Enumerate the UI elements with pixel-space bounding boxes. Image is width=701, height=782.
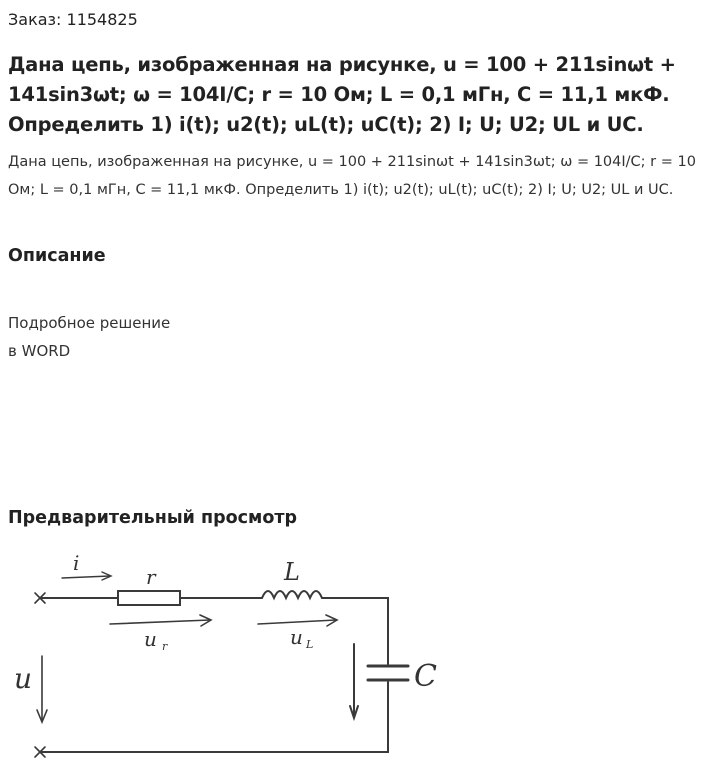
inductor-symbol — [262, 591, 322, 598]
resistor-voltage-subscript: r — [162, 640, 168, 653]
circuit-diagram — [0, 540, 701, 782]
inductor-voltage-label: u — [290, 625, 303, 649]
description-line: в WORD — [8, 342, 71, 360]
resistor-voltage-label: u — [144, 627, 157, 651]
current-label: i — [73, 551, 80, 575]
preview-heading: Предварительный просмотр — [8, 508, 298, 528]
circuit-preview-image — [0, 540, 701, 782]
resistor-symbol — [118, 591, 180, 605]
inductor-voltage-subscript: L — [306, 638, 314, 651]
description-heading: Описание — [8, 246, 106, 266]
resistor-voltage-arrow — [110, 620, 210, 624]
resistor-label: r — [146, 565, 156, 589]
description-line: Подробное решение — [8, 314, 171, 332]
capacitor-label: C — [414, 659, 437, 694]
page-title: Дана цепь, изображенная на рисунке, u = 100 + 211sinωt + 141sin3ωt; ω = 104I/C; r = 10 Ом; L = 0,1 мГн, C = 11,1 мкФ. Определить 1) i(t); u2(t); uL(t); uC(t); 2) I; U; U2; UL и UC. — [8, 53, 676, 136]
order-number: Заказ: 1154825 — [8, 10, 138, 29]
inductor-voltage-arrow — [258, 620, 336, 624]
current-arrow — [62, 576, 110, 578]
inductor-label: L — [284, 558, 300, 586]
source-voltage-label: u — [14, 662, 33, 695]
right-wire — [40, 682, 388, 752]
description-body — [8, 309, 170, 365]
task-description: Дана цепь, изображенная на рисунке, u = 100 + 211sinωt + 141sin3ωt; ω = 104I/C; r = 10 Ом; L = 0,1 мГн, C = 11,1 мкФ. Определить 1) i(t); u2(t); uL(t); uC(t); 2) I; U; U2; UL и UC. — [8, 154, 696, 198]
